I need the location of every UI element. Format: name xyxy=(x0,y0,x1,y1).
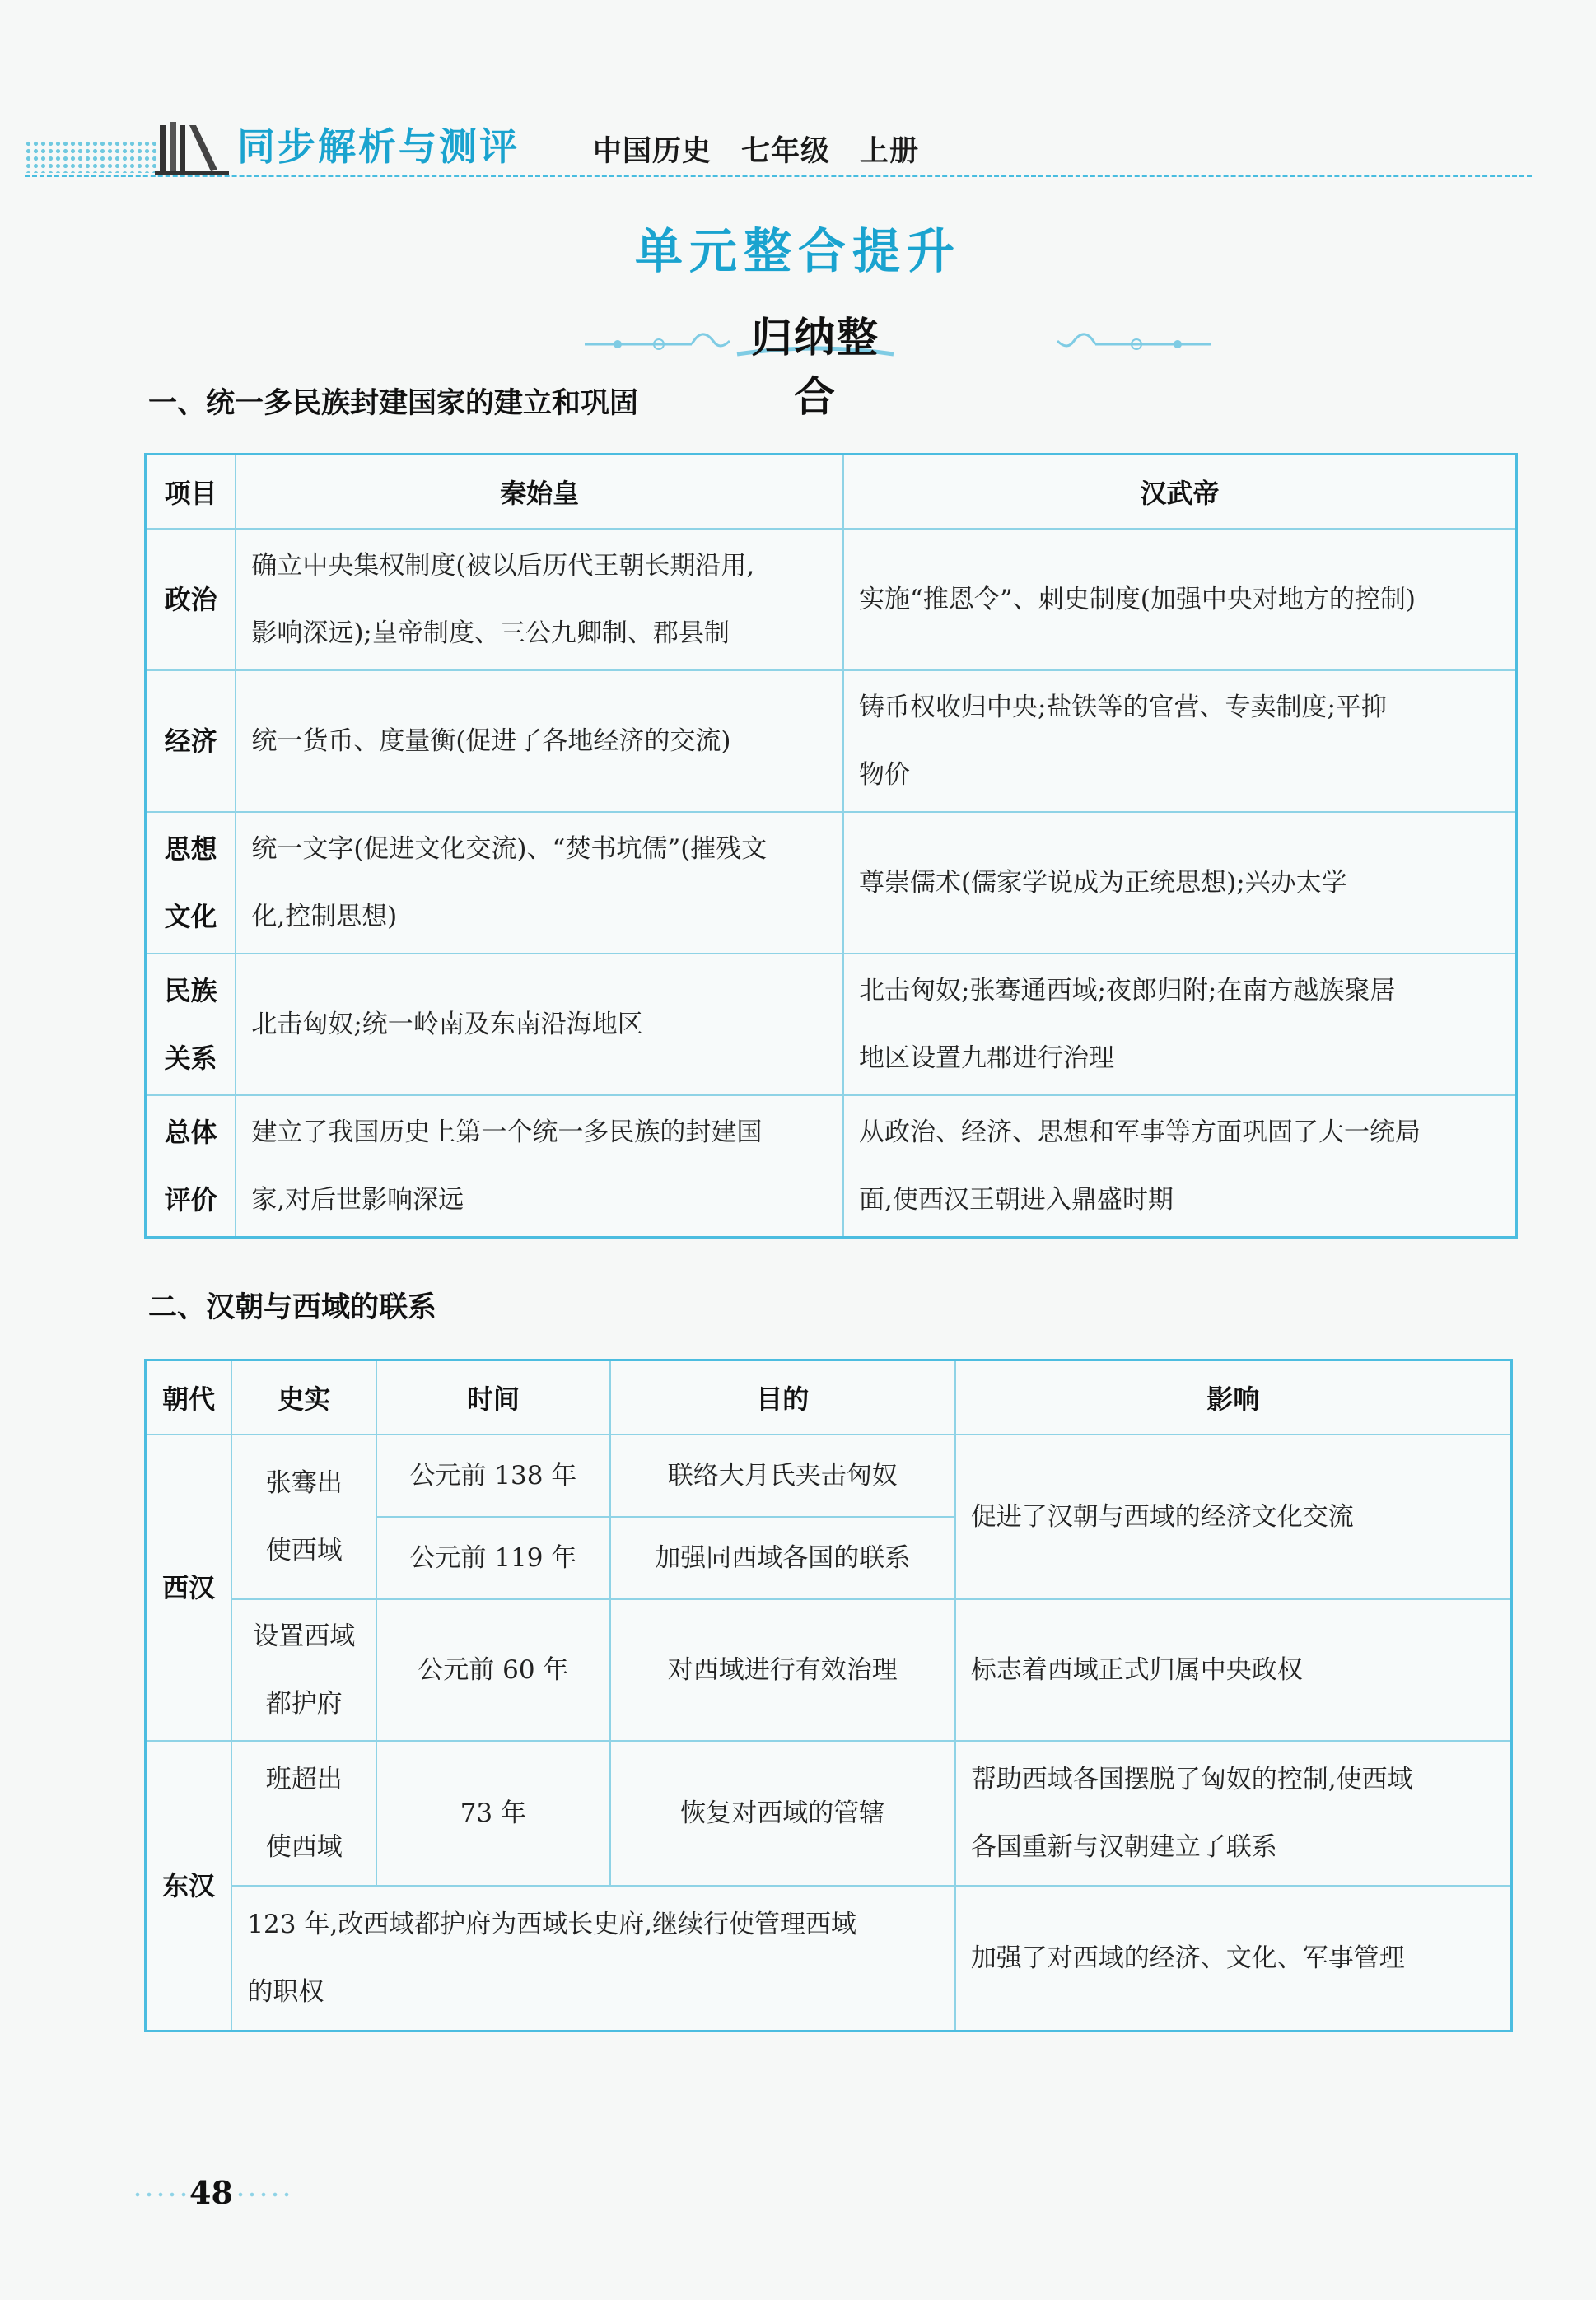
page-number-dots-left xyxy=(132,2191,189,2198)
cell-line: 影响深远);皇帝制度、三公九卿制、郡县制 xyxy=(251,618,730,648)
dynasty-cell: 东汉 xyxy=(146,1741,232,2031)
row-label-text: 思想 xyxy=(164,833,217,865)
column-header: 秦始皇 xyxy=(236,455,843,530)
qin-cell xyxy=(236,529,843,670)
cell-line: 家,对后世影响深远 xyxy=(251,1184,464,1215)
page-title: 单元整合提升 xyxy=(634,223,961,279)
row-label xyxy=(146,812,236,954)
han-cell xyxy=(843,1095,1516,1237)
column-header: 朝代 xyxy=(146,1360,232,1435)
row-label xyxy=(146,670,236,812)
table-header-row xyxy=(146,1360,1512,1435)
cell-line: 北击匈奴;张骞通西域;夜郎归附;在南方越族聚居 xyxy=(859,976,1396,1005)
fact-cell xyxy=(231,1599,376,1741)
unification-table xyxy=(144,453,1518,1239)
cell-line: 各国重新与汉朝建立了联系 xyxy=(970,1832,1277,1862)
han-cell xyxy=(843,529,1516,670)
table-row xyxy=(146,670,1517,812)
section1-heading: 一、统一多民族封建国家的建立和巩固 xyxy=(148,387,639,420)
header-dot-pattern xyxy=(25,140,161,173)
dynasty-cell: 西汉 xyxy=(146,1435,232,1741)
han-cell xyxy=(843,812,1516,954)
qin-cell xyxy=(236,954,843,1095)
header-divider xyxy=(25,175,1532,177)
row-label-text: 文化 xyxy=(164,901,217,932)
row-label-text: 总体 xyxy=(164,1116,217,1148)
table-row xyxy=(146,812,1517,954)
purpose-cell: 对西域进行有效治理 xyxy=(610,1599,955,1741)
column-header: 时间 xyxy=(376,1360,610,1435)
fact-cell xyxy=(231,1435,376,1599)
time-cell: 公元前 119 年 xyxy=(376,1517,610,1599)
cell-line: 确立中央集权制度(被以后历代王朝长期沿用, xyxy=(251,551,755,581)
row-label-text: 政治 xyxy=(164,584,217,615)
impact-cell: 促进了汉朝与西域的经济文化交流 xyxy=(955,1435,1512,1599)
row-label-text: 经济 xyxy=(164,725,217,757)
han-cell xyxy=(843,670,1516,812)
cell-line: 实施“推恩令”、刺史制度(加强中央对地方的控制) xyxy=(859,585,1416,614)
banner-ornament-icon xyxy=(568,296,1227,371)
page-header xyxy=(25,115,1532,181)
book-subtitle: 中国历史 七年级 上册 xyxy=(593,135,920,168)
table-row xyxy=(146,529,1517,670)
row-label-text: 关系 xyxy=(164,1043,217,1074)
table-row xyxy=(146,1741,1512,1886)
cell-line: 123 年,改西域都护府为西域长史府,继续行使管理西域 xyxy=(247,1909,857,1939)
series-title: 同步解析与测评 xyxy=(237,124,520,169)
table-row xyxy=(146,1435,1512,1517)
cell-line: 北击匈奴;统一岭南及东南沿海地区 xyxy=(251,1010,643,1039)
row-label xyxy=(146,954,236,1095)
table-header-row xyxy=(146,455,1517,530)
row-label xyxy=(146,1095,236,1237)
purpose-cell: 恢复对西域的管辖 xyxy=(610,1741,955,1886)
impact-cell: 标志着西域正式归属中央政权 xyxy=(955,1599,1512,1741)
cell-line: 使西域 xyxy=(265,1832,343,1862)
qin-cell xyxy=(236,670,843,812)
time-cell: 73 年 xyxy=(376,1741,610,1886)
table-row xyxy=(146,954,1517,1095)
cell-line: 张骞出 xyxy=(265,1468,343,1498)
column-header: 目的 xyxy=(610,1360,955,1435)
table-row xyxy=(146,1599,1512,1741)
cell-line: 铸币权收归中央;盐铁等的官营、专卖制度;平抑 xyxy=(859,693,1387,722)
time-cell: 公元前 60 年 xyxy=(376,1599,610,1741)
fact-cell xyxy=(231,1741,376,1886)
cell-line: 统一货币、度量衡(促进了各地经济的交流) xyxy=(251,726,731,756)
cell-line: 从政治、经济、思想和军事等方面巩固了大一统局 xyxy=(859,1117,1421,1147)
cell-line: 设置西域 xyxy=(253,1621,356,1651)
purpose-cell: 加强同西域各国的联系 xyxy=(610,1517,955,1599)
row-label-text: 民族 xyxy=(164,975,217,1006)
cell-line: 地区设置九郡进行治理 xyxy=(859,1043,1115,1073)
section-banner-title: 归纳整合 xyxy=(751,313,880,421)
cell-line: 面,使西汉王朝进入鼎盛时期 xyxy=(859,1184,1174,1215)
cell-line: 都护府 xyxy=(265,1689,343,1719)
cell-line: 帮助西域各国摆脱了匈奴的控制,使西域 xyxy=(970,1765,1413,1794)
cell-line: 的职权 xyxy=(247,1976,324,2007)
impact-cell: 加强了对西域的经济、文化、军事管理 xyxy=(955,1886,1512,2031)
table-row xyxy=(146,1886,1512,2031)
cell-line: 尊崇儒术(儒家学说成为正统思想);兴办太学 xyxy=(859,868,1347,898)
row-label-text: 评价 xyxy=(164,1183,217,1215)
column-header: 影响 xyxy=(955,1360,1512,1435)
page-number: 48 xyxy=(189,2174,233,2211)
section-banner xyxy=(568,296,1227,421)
page-number-dots-right xyxy=(235,2191,292,2198)
row-label xyxy=(146,529,236,670)
table-row xyxy=(146,1095,1517,1237)
section2-heading: 二、汉朝与西域的联系 xyxy=(148,1291,437,1324)
qin-cell xyxy=(236,1095,843,1237)
western-regions-table xyxy=(144,1359,1513,2032)
cell-line: 统一文字(促进文化交流)、“焚书坑儒”(摧残文 xyxy=(251,834,768,864)
impact-cell xyxy=(955,1741,1512,1886)
cell-line: 班超出 xyxy=(265,1765,343,1794)
cell-line: 建立了我国历史上第一个统一多民族的封建国 xyxy=(251,1117,763,1147)
qin-cell xyxy=(236,812,843,954)
cell-line: 使西域 xyxy=(265,1536,343,1565)
time-cell: 公元前 138 年 xyxy=(376,1435,610,1517)
column-header: 史实 xyxy=(231,1360,376,1435)
purpose-cell: 联络大月氏夹击匈奴 xyxy=(610,1435,955,1517)
han-cell xyxy=(843,954,1516,1095)
column-header: 项目 xyxy=(146,455,236,530)
books-icon xyxy=(153,119,236,176)
cell-line: 物价 xyxy=(859,760,911,790)
column-header: 汉武帝 xyxy=(843,455,1516,530)
cell-line: 化,控制思想) xyxy=(251,902,398,931)
fact-cell xyxy=(231,1886,954,2031)
